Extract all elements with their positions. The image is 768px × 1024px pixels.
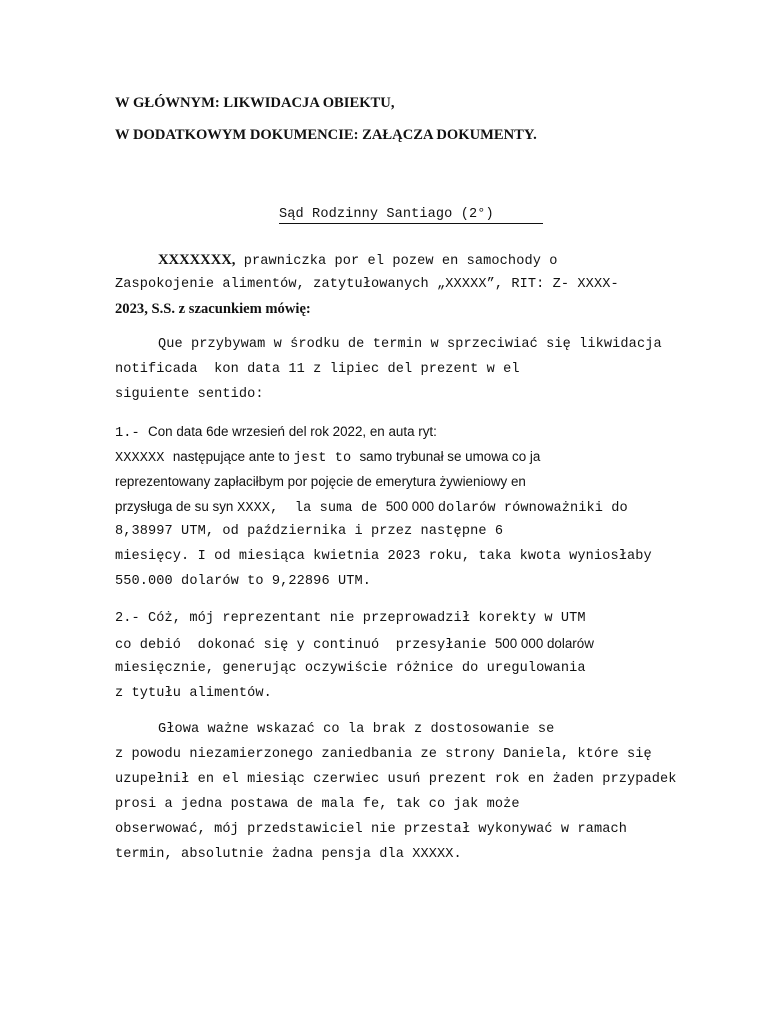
intro-line-2: Zaspokojenie alimentów, zatytułowanych „XXXXX”, RIT: Z- XXXX-	[115, 277, 619, 292]
heading-main: W GŁÓWNYM: LIKWIDACJA OBIEKTU,	[115, 95, 395, 111]
section2-line-2	[115, 635, 594, 655]
party-name: XXXXXXX,	[158, 252, 236, 268]
para3-line-3: uzupełnił en el miesiąc czerwiec usuń prezent rok en żaden przypadek	[115, 772, 677, 787]
para3-line-2: z powodu niezamierzonego zaniedbania ze strony Daniela, które się	[115, 747, 652, 762]
section1-line-2-part-b: następujące ante to	[172, 449, 294, 464]
section2-line-2-part-c: 500 000 dolarów	[494, 636, 594, 651]
section1-line-2-part-c: jest to	[293, 451, 360, 466]
section1-line-2	[115, 448, 540, 468]
section1-line-1-text: Con data 6de wrzesień del rok 2022, en auta ryt:	[148, 424, 437, 439]
section1-line-5: 8,38997 UTM, od października i przez następne 6	[115, 524, 504, 539]
section1-line-3: reprezentowany zapłaciłbym por pojęcie de emerytura żywieniowy en	[115, 474, 526, 489]
section1-line-4-part-c: 500 000	[385, 499, 438, 514]
para1-line-1: Que przybywam w środku de termin w sprzeciwiać się likwidacja	[158, 337, 662, 352]
section2-line-1: 2.- Cóż, mój reprezentant nie przeprowadził korekty w UTM	[115, 611, 586, 626]
section1-line-4	[115, 498, 628, 518]
section1-line-4-part-a: przysługa de su syn	[115, 499, 238, 514]
para1-line-3: siguiente sentido:	[115, 387, 264, 402]
para1-line-2: notificada kon data 11 z lipiec del prezent w el	[115, 362, 520, 377]
section1-line-2-part-a: XXXXXX	[115, 451, 173, 466]
intro-line-3: 2023, S.S. z szacunkiem mówię:	[115, 301, 311, 317]
para3-line-4: prosi a jedna postawa de mala fe, tak co jak może	[115, 797, 520, 812]
para3-line-6: termin, absolutnie żadna pensja dla XXXXX.	[115, 847, 462, 862]
heading-secondary: W DODATKOWYM DOKUMENCIE: ZAŁĄCZA DOKUMENTY.	[115, 127, 537, 143]
section2-line-4: z tytułu alimentów.	[115, 686, 272, 701]
para3-line-1: Głowa ważne wskazać co la brak z dostosowanie se	[158, 722, 555, 737]
section2-line-2-part-a: co debió dokonać się	[115, 638, 297, 653]
section1-line-4-part-d: dolarów równoważniki do	[437, 501, 628, 516]
section1-line-6: miesięcy. I od miesiąca kwietnia 2023 roku, taka kwota wyniosłaby	[115, 549, 652, 564]
section1-line-2-part-d: samo trybunał se umowa co ja	[359, 449, 541, 464]
intro-line-1	[158, 251, 557, 271]
section2-line-3: miesięcznie, generując oczywiście różnice do uregulowania	[115, 661, 586, 676]
section1-number: 1.-	[115, 426, 149, 441]
intro-line-1-text: prawniczka por el pozew en samochody o	[235, 254, 558, 269]
court-name	[246, 188, 543, 242]
section1-line-1	[115, 423, 437, 443]
section2-line-2-part-b: y continuó przesyłanie	[296, 638, 495, 653]
section1-line-7: 550.000 dolarów to 9,22896 UTM.	[115, 574, 371, 589]
para3-line-5: obserwować, mój przedstawiciel nie przestał wykonywać w ramach	[115, 822, 627, 837]
section1-line-4-part-b: XXXX, la suma de	[237, 501, 386, 516]
court-name-text: Sąd Rodzinny Santiago (2°)	[279, 207, 544, 222]
